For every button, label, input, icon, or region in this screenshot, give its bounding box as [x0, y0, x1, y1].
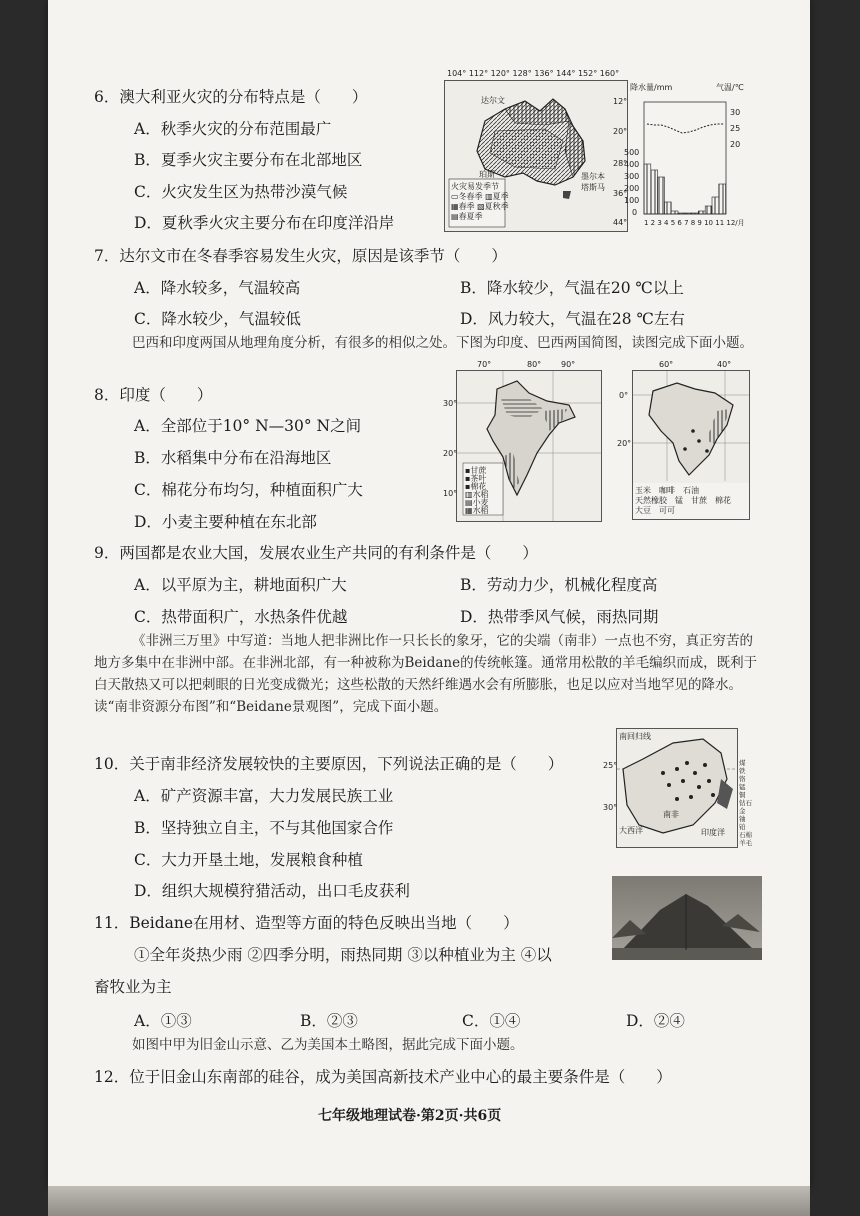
q8-option-d: D．小麦主要种植在东北部 [134, 513, 317, 531]
label-darwin: 达尔文 [481, 96, 505, 105]
bar-feb [651, 170, 658, 214]
q6-option-d: D．夏秋季火灾主要分布在印度洋沿岸 [134, 214, 395, 232]
south-africa-resource-map [603, 728, 752, 848]
q8-option-a: A．全部位于10° N—30° N之间 [134, 417, 362, 435]
temp-axis-title: 气温/℃ [716, 83, 744, 92]
india-lon-90: 90° [561, 360, 576, 369]
q7-option-c: C．降水较少，气温较低 [134, 310, 301, 328]
tasmania [563, 191, 571, 199]
q8-stem: 8．印度（ ） [94, 386, 213, 404]
q7-option-d: D．风力较大，气温在28 ℃左右 [460, 310, 685, 328]
label-perth: 珀斯 [479, 170, 495, 179]
q11-option-c: C．①④ [462, 1012, 521, 1030]
q7-stem: 7．达尔文市在冬春季容易发生火灾，原因是该季节（ ） [94, 247, 507, 265]
q11-choices-line1: ①全年炎热少雨 ②四季分明，雨热同期 ③以种植业为主 ④以 [134, 946, 552, 964]
lat-44: 44° [613, 218, 628, 227]
q10-stem: 10．关于南非经济发展较快的主要原因，下列说法正确的是（ ） [94, 755, 564, 773]
brazil-lat-20: 20° [617, 439, 632, 448]
q9-option-a: A．以平原为主，耕地面积广大 [134, 576, 347, 594]
passage-usa: 如图中甲为旧金山示意、乙为美国本土略图，据此完成下面小题。 [132, 1037, 524, 1053]
australia-longitude-ticks: 104° 112° 120° 128° 136° 144° 152° 160° [447, 69, 620, 78]
bar-jun [678, 213, 685, 214]
india-lat-20: 20° [443, 449, 458, 458]
beidane-tent-photo [612, 876, 762, 960]
india-legend-2: ▪茶叶 [465, 474, 487, 483]
fire-zone-north [505, 99, 569, 125]
sa-lat-30: 30° [603, 803, 618, 812]
q11-option-b: B．②③ [300, 1012, 358, 1030]
bar-apr [664, 202, 671, 214]
label-indian-ocean: 印度洋 [701, 828, 725, 837]
brazil-lon-40: 40° [717, 360, 732, 369]
precip-tick-0: 0 [632, 208, 638, 217]
lat-36: 36° [613, 189, 628, 198]
precip-tick-500: 500 [624, 148, 640, 157]
q9-stem: 9．两国都是农业大国，发展农业生产共同的有利条件是（ ） [94, 544, 538, 562]
label-south-africa: 南非 [663, 810, 679, 819]
sa-legend: 煤 铁 铬 锰 铜 钻石 金 铀 铂 石棉 羊毛 [739, 759, 752, 847]
india-legend-5: ▤小麦 [465, 498, 489, 507]
india-lat-30: 30° [443, 399, 458, 408]
q10-option-a: A．矿产资源丰富，大力发展民族工业 [134, 787, 394, 805]
australia-fire-map [444, 69, 628, 232]
bar-jan [644, 164, 651, 214]
bar-jul [685, 213, 692, 214]
bar-sep [698, 211, 705, 214]
q6-option-b: B．夏季火灾主要分布在北部地区 [134, 151, 363, 169]
q11-choices-line2: 畜牧业为主 [94, 978, 172, 996]
passage-africa: 《非洲三万里》中写道：当地人把非洲比作一只长长的象牙，它的尖端（南非）一点也不穷，真正穷苦的地方多集中在非洲中部。在非洲北部，有一种被称为Beidane的传统帐篷。通常用松散的羊毛编织而成，既利于白天散热又可以把刺眼的日光变成微光；这些松散的天然纤维遇水会有所膨胀，也足以应对当地罕见的降水。读“南非资源分布图”和“Beidane景观图”，完成下面小题。 [94, 633, 758, 715]
precip-tick-200: 200 [624, 184, 640, 193]
precip-tick-300: 300 [624, 172, 640, 181]
q9-option-c: C．热带面积广，水热条件优越 [134, 608, 348, 626]
bar-oct [705, 206, 712, 214]
bar-may [671, 211, 678, 214]
darwin-climate-chart [624, 80, 750, 230]
desk-edge [48, 1186, 810, 1216]
brazil-lat-0: 0° [619, 391, 629, 400]
q9-option-b: B．劳动力少，机械化程度高 [460, 576, 658, 594]
lat-12: 12° [613, 97, 628, 106]
brazil-agriculture-map [617, 360, 750, 520]
precip-tick-400: 400 [624, 160, 640, 169]
temp-tick-25: 25 [730, 124, 741, 133]
q8-option-c: C．棉花分布均匀，种植面积广大 [134, 481, 363, 499]
temperature-line [647, 124, 724, 133]
fire-legend-title: 火灾易发季节 [451, 182, 499, 191]
label-tasmania: 塔斯马 [581, 183, 605, 192]
brazil-legend-2: 天然橡胶 锰 甘蔗 棉花 [635, 496, 731, 505]
label-atlantic: 大西洋 [619, 826, 643, 835]
q10-option-c: C．大力开垦土地，发展粮食种植 [134, 851, 363, 869]
q8-option-b: B．水稻集中分布在沿海地区 [134, 449, 332, 467]
brazil-legend-1: 玉米 咖啡 石油 [635, 486, 699, 495]
brazil-legend-3: 大豆 可可 [635, 506, 675, 515]
india-lon-80: 80° [527, 360, 542, 369]
brazil-lon-60: 60° [659, 360, 674, 369]
q6-option-a: A．秋季火灾的分布范围最广 [134, 120, 332, 138]
q11-option-a: A．①③ [134, 1012, 192, 1030]
india-lat-10: 10° [443, 489, 458, 498]
lat-20: 20° [613, 127, 628, 136]
india-legend-3: ▪棉花 [465, 482, 487, 491]
q6-stem: 6．澳大利亚火灾的分布特点是（ ） [94, 88, 368, 106]
india-agriculture-map [443, 360, 602, 522]
india-legend-4: ▥水稻 [465, 490, 489, 499]
lat-28: 28° [613, 159, 628, 168]
label-melbourne: 墨尔本 [581, 172, 605, 181]
q10-option-d: D．组织大规模狩猎活动，出口毛皮获利 [134, 882, 410, 900]
india-lon-70: 70° [477, 360, 492, 369]
bar-nov [712, 197, 719, 214]
page-footer: 七年级地理试卷·第2页·共6页 [318, 1108, 502, 1124]
month-ticks: 1 2 3 4 5 6 7 8 9 10 11 12/月 [644, 219, 745, 227]
legend-spring-summer: ▤春夏季 [451, 212, 483, 221]
india-legend-6: ▦水稻 [465, 506, 489, 515]
legend-winter-spring: ▭冬春季 ▥夏季 [451, 192, 509, 201]
q9-option-d: D．热带季风气候，雨热同期 [460, 608, 659, 626]
precip-axis-title: 降水量/mm [630, 83, 673, 92]
temp-tick-20: 20 [730, 140, 741, 149]
india-legend-1: ▪甘蔗 [465, 466, 487, 475]
temp-tick-30: 30 [730, 108, 741, 117]
q11-stem: 11．Beidane在用材、造型等方面的特色反映出当地（ ） [94, 914, 519, 932]
bar-mar [658, 177, 665, 214]
bar-aug [692, 213, 699, 214]
q12-stem: 12．位于旧金山东南部的硅谷，成为美国高新技术产业中心的最主要条件是（ ） [94, 1068, 672, 1086]
tropic-label: 南回归线 [619, 732, 651, 741]
sa-lat-25: 25° [603, 761, 618, 770]
legend-spring: ▦春季 ▧夏秋季 [451, 202, 509, 211]
precip-tick-100: 100 [624, 196, 640, 205]
q11-option-d: D．②④ [626, 1012, 685, 1030]
precipitation-bars [644, 164, 726, 214]
q7-option-b: B．降水较少，气温在20 ℃以上 [460, 279, 684, 297]
q10-option-b: B．坚持独立自主，不与其他国家合作 [134, 819, 394, 837]
passage-brazil-india: 巴西和印度两国从地理角度分析，有很多的相似之处。下图为印度、巴西两国简图，读图完成下面小题。 [132, 335, 753, 351]
q7-option-a: A．降水较多，气温较高 [134, 279, 301, 297]
bar-dec [719, 184, 726, 214]
q6-option-c: C．火灾发生区为热带沙漠气候 [134, 183, 348, 201]
